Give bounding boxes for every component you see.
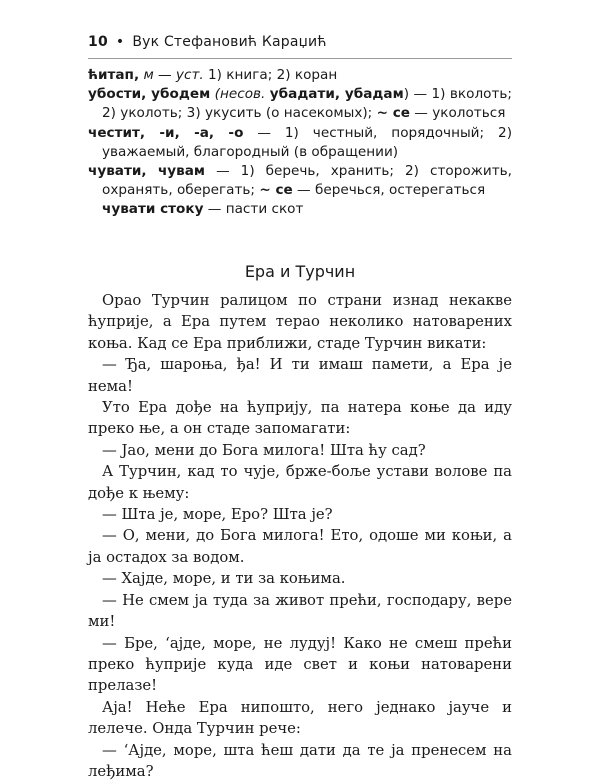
definition: ) — 1) вколоть; 2) уколоть; 3) укусить (о насекомых); <box>102 86 512 122</box>
definition: — уколоться <box>409 105 506 122</box>
running-title: Вук Стефановић Караџић <box>132 34 327 50</box>
paragraph: — Хајде, море, и ти за коњима. <box>102 570 346 588</box>
definition: 1) книга; 2) коран <box>203 67 338 83</box>
story-title: Ера и Турчин <box>244 262 356 281</box>
running-header <box>88 34 512 50</box>
headword: ~ се <box>259 182 293 199</box>
headword: убости, убодем <box>88 86 211 103</box>
paragraph: — Ђа, шароња, ђа! И ти имаш памети, а Ера је нема! <box>88 356 512 395</box>
paragraph: Орао Турчин ралицом по страни изнад некакве ћуприје, а Ера путем терао неколико натоварених коња. Кад се Ера приближи, стаде Турчин викати: <box>88 292 512 352</box>
glossary-entry <box>88 162 512 200</box>
headword: честит, -и, -а, -о <box>88 124 244 141</box>
glossary-entry <box>88 124 512 162</box>
glossary-entry <box>88 85 512 123</box>
paragraph: Аја! Неће Ера нипошто, него једнако јауче и лелече. Онда Турчин рече: <box>88 698 512 738</box>
definition: — пасти скот <box>203 201 304 218</box>
glossary-entry <box>88 200 512 219</box>
paragraph: Уто Ера дође на ћуприју, па натера коње да иду преко ње, а он стаде запомагати: <box>88 399 512 438</box>
definition: — 1) честный, порядочный; 2) уважаемый, благородный (в обращении) <box>102 124 512 160</box>
paragraph: — Јао, мени до Бога милога! Шта ћу сад? <box>102 441 426 459</box>
paragraph: — Не смем ја туда за живот прећи, господару, вере ми! <box>88 591 512 631</box>
page-number: 10 <box>88 34 108 50</box>
grammar-note: м — уст. <box>139 67 204 83</box>
header-rule <box>88 58 512 59</box>
paragraph: — О, мени, до Бога милога! Ето, одоше ми коњи, а ја остадох за водом. <box>88 527 512 566</box>
story-text <box>88 290 512 782</box>
definition: — беречься, остерегаться <box>292 182 486 199</box>
grammar-note: (несов. <box>210 86 270 103</box>
headword: ћитап, <box>88 67 140 83</box>
headword: чувати стоку <box>102 201 204 218</box>
headword: чувати, чувам <box>88 163 206 180</box>
glossary <box>88 66 512 220</box>
header-separator: • <box>115 34 125 50</box>
headword: ~ се <box>376 105 410 122</box>
paragraph: — Бре, ‘ајде, море, не лудуј! Како не смеш прећи преко ћуприје куда иде свет и коњи натоварени прелазе! <box>88 634 512 695</box>
paragraph: А Турчин, кад то чује, брже-боље устави волове па дође к њему: <box>88 463 512 502</box>
definition: — 1) беречь, хранить; 2) сторожить, охранять, оберегать; <box>102 163 512 199</box>
paragraph: — Шта је, море, Еро? Шта је? <box>102 506 333 524</box>
paragraph: — ‘Ајде, море, шта ћеш дати да те ја пренесем на леђима? <box>88 741 512 780</box>
glossary-entry <box>88 66 512 85</box>
headword: убадати, убадам <box>269 86 404 103</box>
